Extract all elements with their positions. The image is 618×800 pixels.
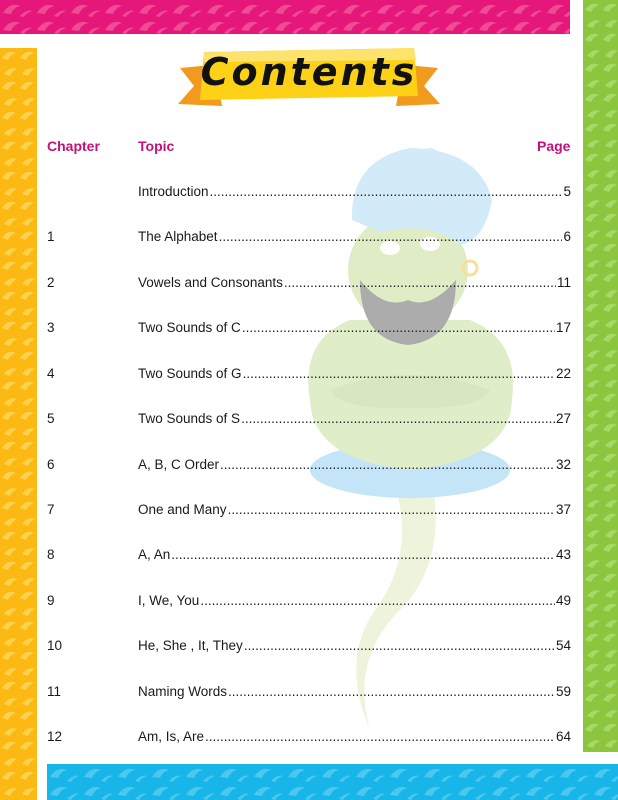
page-column-header: Page [537,138,571,154]
topic-title: A, An [138,547,171,562]
page-number: 43 [555,547,571,562]
chapter-number: 7 [47,502,55,517]
bottom-border-band [47,764,618,800]
page-title: Contents [200,50,418,94]
topic-column-header: Topic [138,138,175,154]
topic-title: Two Sounds of C [138,320,241,335]
chapter-number: 4 [47,366,55,381]
topic-title: Two Sounds of G [138,366,242,381]
chapter-number: 11 [47,684,62,699]
chapter-number: 2 [47,275,55,290]
toc-row-chapter-7[interactable] [47,502,571,522]
page-number: 6 [563,229,571,244]
chapter-number: 5 [47,411,55,426]
dot-leader [228,502,555,517]
dot-leader [220,457,555,472]
toc-row-chapter-12[interactable] [47,729,571,749]
chapter-number: 10 [47,638,63,653]
chapter-number: 1 [47,229,55,244]
toc-row-chapter-9[interactable] [47,593,571,613]
toc-row-chapter-4[interactable] [47,366,571,386]
toc-row-chapter-11[interactable] [47,684,571,704]
topic-title: Am, Is, Are [138,729,205,744]
toc-row-chapter-3[interactable] [47,320,571,340]
dot-leader [243,366,555,381]
topic-title: One and Many [138,502,227,517]
page-number: 5 [563,184,571,199]
dot-leader [284,275,556,290]
dot-leader [242,320,555,335]
toc-row-introduction[interactable] [47,184,571,204]
page-number: 37 [555,502,571,517]
topic-title: Vowels and Consonants [138,275,283,290]
left-border-band [0,48,37,800]
page-number: 11 [556,275,571,290]
chapter-number: 3 [47,320,55,335]
toc-row-chapter-8[interactable] [47,547,571,567]
dot-leader [219,229,563,244]
page-number: 17 [555,320,571,335]
topic-title: A, B, C Order [138,457,220,472]
dot-leader [244,638,555,653]
page-number: 59 [555,684,571,699]
page-number: 54 [555,638,571,653]
dot-leader [200,593,555,608]
right-border-band [583,0,618,752]
dot-leader [228,684,555,699]
dot-leader [205,729,555,744]
topic-title: I, We, You [138,593,200,608]
title-banner [178,44,440,110]
page-number: 49 [555,593,571,608]
page-number: 64 [555,729,571,744]
chapter-number: 6 [47,457,55,472]
top-border-band [0,0,570,34]
chapter-number: 12 [47,729,63,744]
topic-title: He, She , It, They [138,638,243,653]
topic-title: Two Sounds of S [138,411,241,426]
toc-row-chapter-10[interactable] [47,638,571,658]
page-number: 22 [555,366,571,381]
page-number: 32 [555,457,571,472]
toc-row-chapter-2[interactable] [47,275,571,295]
topic-title: The Alphabet [138,229,218,244]
page-number: 27 [555,411,571,426]
dot-leader [171,547,555,562]
dot-leader [210,184,563,199]
toc-row-chapter-6[interactable] [47,457,571,477]
chapter-number: 8 [47,547,55,562]
chapter-column-header: Chapter [47,138,100,154]
topic-title: Naming Words [138,684,228,699]
toc-row-chapter-5[interactable] [47,411,571,431]
topic-title: Introduction [138,184,209,199]
toc-row-chapter-1[interactable] [47,229,571,249]
dot-leader [241,411,555,426]
chapter-number: 9 [47,593,55,608]
